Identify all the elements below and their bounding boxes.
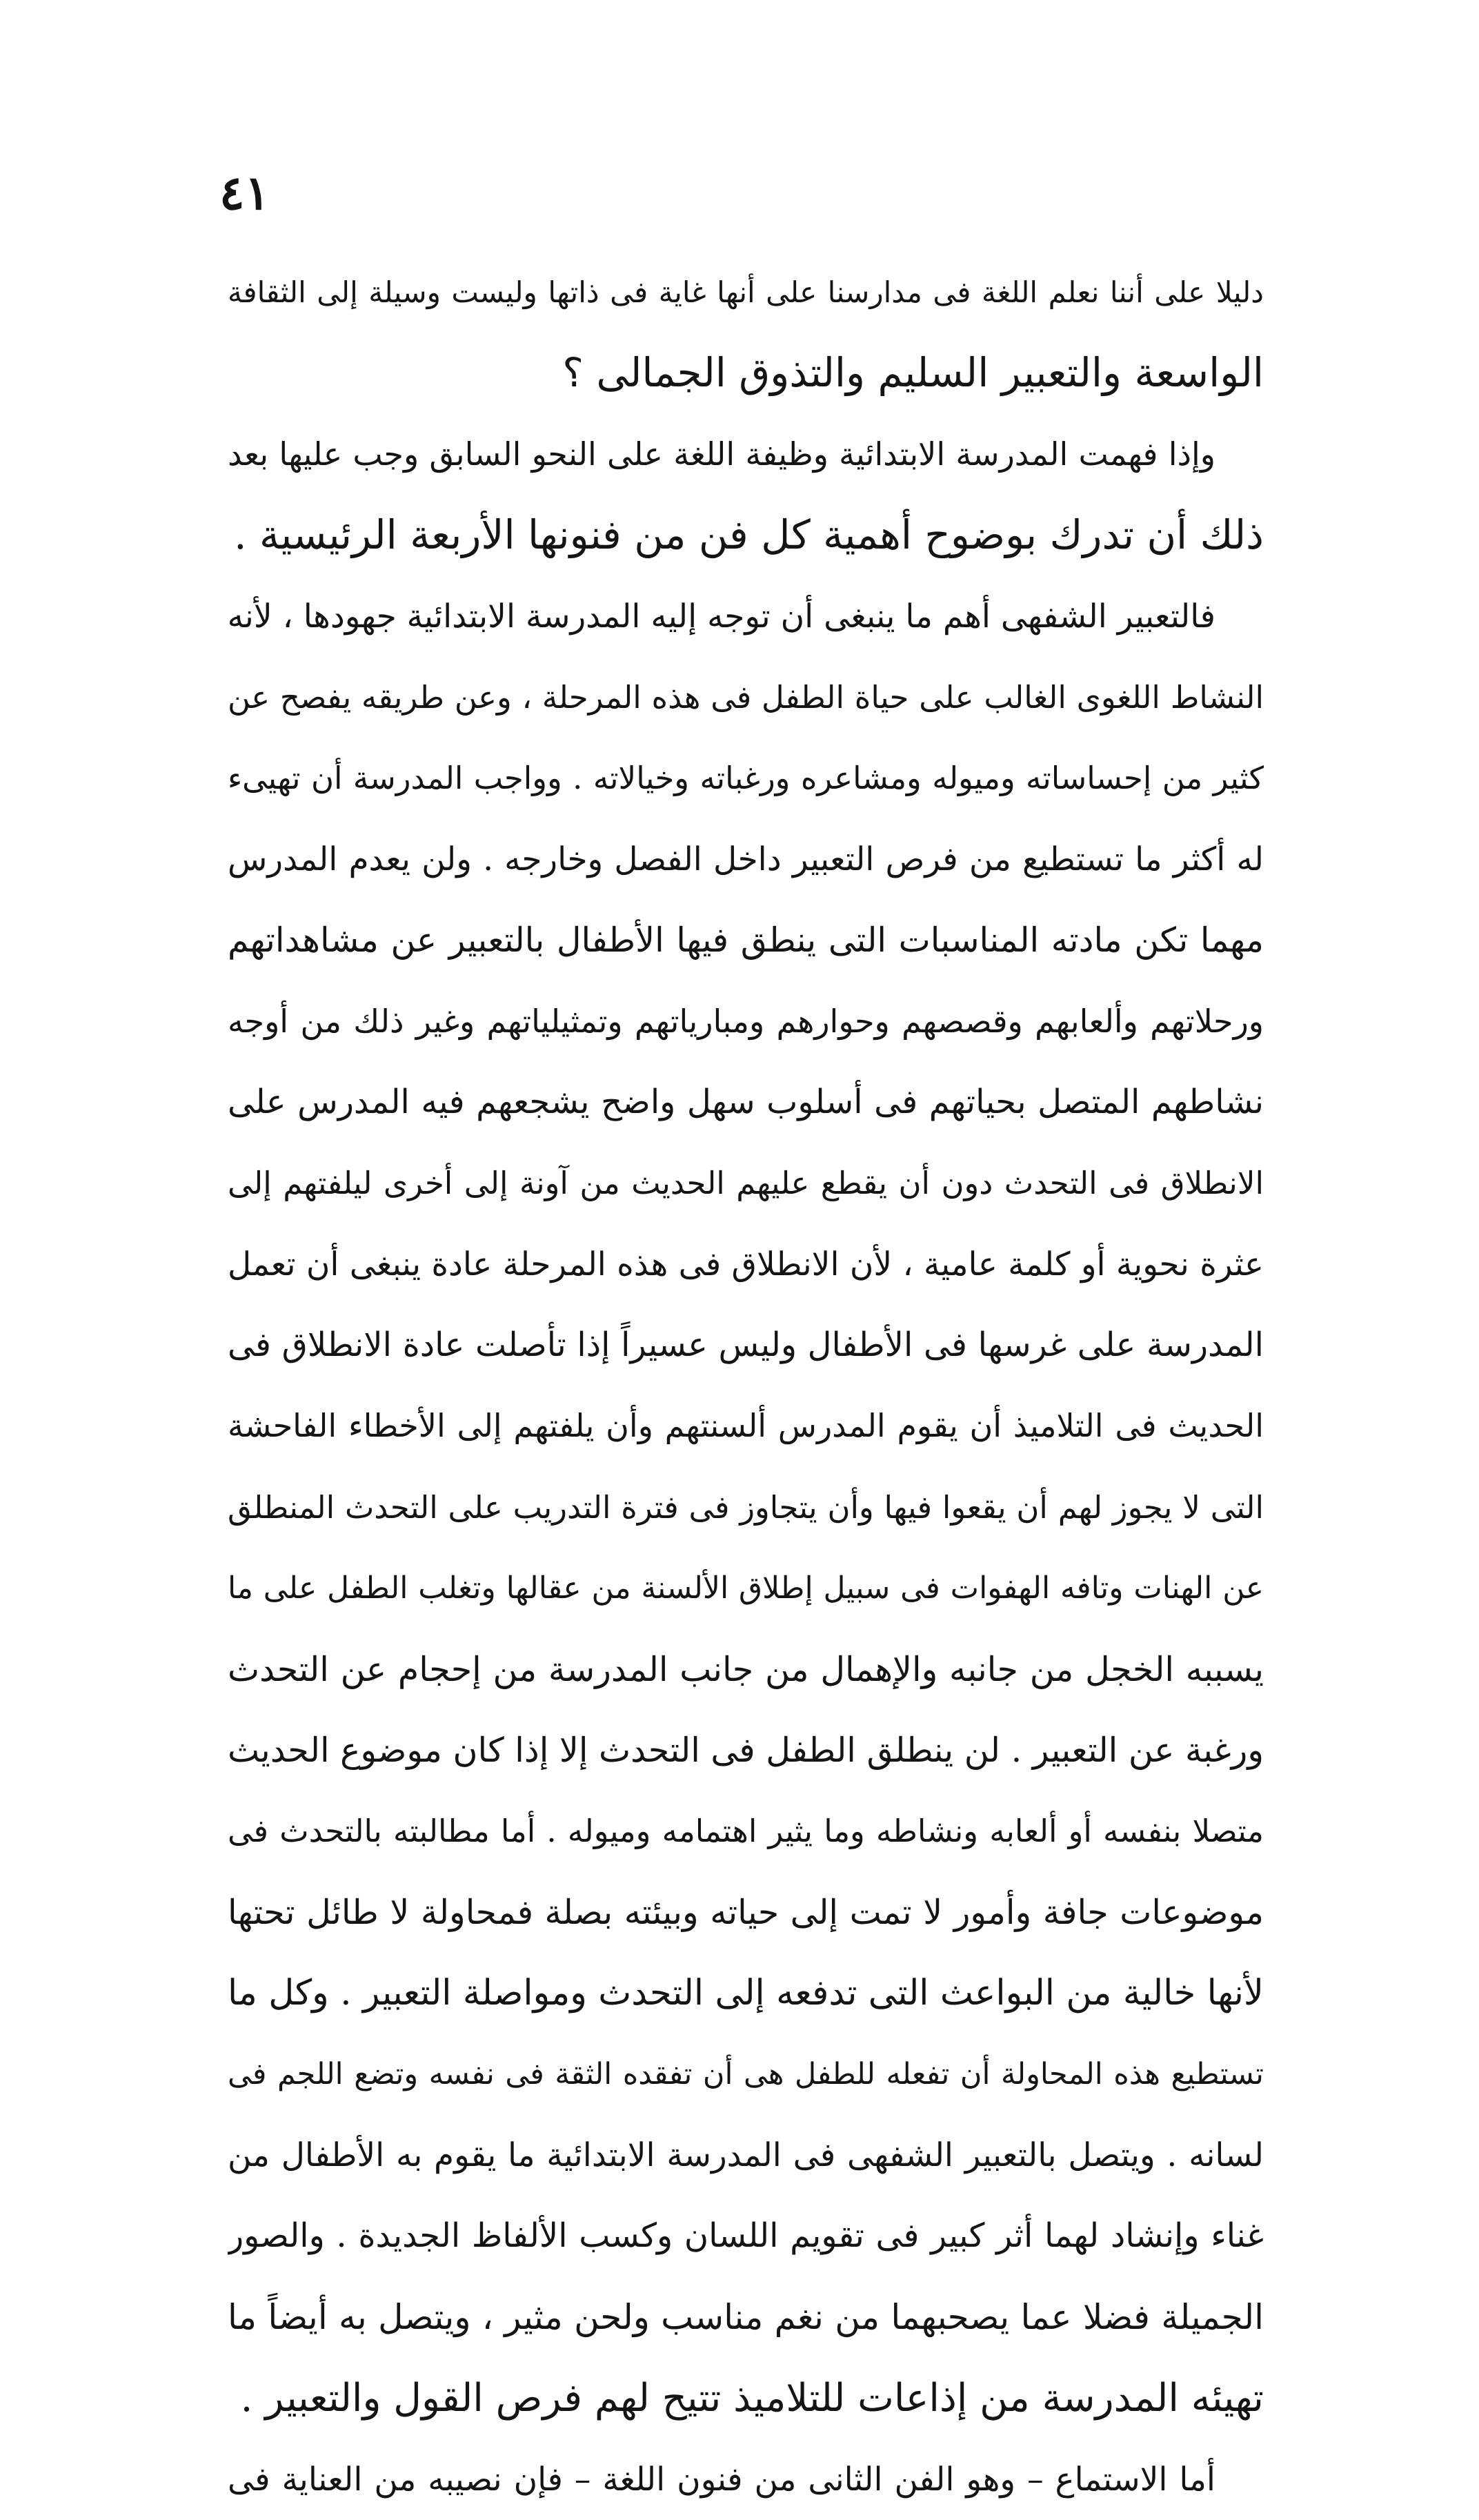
text-line: عثرة نحوية أو كلمة عامية ، لأن الانطلاق فى هذه المرحلة عادة ينبغى أن تعمل [228,1245,1264,1283]
text-line: لسانه . ويتصل بالتعبير الشفهى فى المدرسة الابتدائية ما يقوم به الأطفال من [228,2136,1264,2174]
text-line: مهما تكن مادته المناسبات التى ينطق فيها الأطفال بالتعبير عن مشاهداتهم [228,921,1264,961]
text-line: أما الاستماع – وهو الفن الثانى من فنون اللغة – فإن نصيبه من العناية فى [228,2460,1215,2499]
text-line: موضوعات جافة وأمور لا تمت إلى حياته وبيئته بصلة فمحاولة لا طائل تحتها [228,1892,1264,1932]
text-line: لأنها خالية من البواعث التى تدفعه إلى التحدث ومواصلة التعبير . وكل ما [228,1973,1264,2014]
text-line: التى لا يجوز لهم أن يقعوا فيها وأن يتجاوز فى فترة التدريب على التحدث المنطلق [228,1488,1264,1526]
text-line: الانطلاق فى التحدث دون أن يقطع عليهم الحديث من آونة إلى أخرى ليلفتهم إلى [228,1165,1264,1202]
text-line: ورغبة عن التعبير . لن ينطلق الطفل فى التحدث إلا إذا كان موضوع الحديث [228,1731,1264,1771]
text-line: نشاطهم المتصل بحياتهم فى أسلوب سهل واضح يشجعهم فيه المدرس على [228,1082,1264,1121]
text-line: تستطيع هذه المحاولة أن تفعله للطفل هى أن تفقده الثقة فى نفسه وتضع اللجم فى [228,2056,1264,2091]
text-line: الجميلة فضلا عما يصحبهما من نغم مناسب ولحن مثير ، ويتصل به أيضاً ما [228,2296,1264,2337]
text-line: غناء وإنشاد لهما أثر كبير فى تقويم اللسان وكسب الألفاظ الجديدة . والصور [228,2216,1264,2256]
text-line: عن الهنات وتافه الهفوات فى سبيل إطلاق الألسنة من عقالها وتغلب الطفل على ما [228,1571,1264,1606]
page-number: ٤١ [219,166,270,221]
text-line: وإذا فهمت المدرسة الابتدائية وظيفة اللغة على النحو السابق وجب عليها بعد [228,435,1215,473]
text-line: متصلا بنفسه أو ألعابه ونشاطه وما يثير اهتمامه وميوله . أما مطالبته بالتحدث فى [228,1813,1264,1850]
text-line: الواسعة والتعبير السليم والتذوق الجمالى ؟ [562,349,1264,397]
text-line: دليلا على أننا نعلم اللغة فى مدارسنا على أنها غاية فى ذاتها وليست وسيلة إلى الثقافة [228,275,1264,309]
text-line: النشاط اللغوى الغالب على حياة الطفل فى هذه المرحلة ، وعن طريقه يفصح عن [228,678,1264,716]
text-line: فالتعبير الشفهى أهم ما ينبغى أن توجه إليه المدرسة الابتدائية جهودها ، لأنه [228,597,1215,636]
body-text [228,252,1264,2520]
text-line: كثير من إحساساته وميوله ومشاعره ورغباته وخيالاته . وواجب المدرسة أن تهيىء [228,760,1264,797]
text-line: تهيئه المدرسة من إذاعات للتلاميذ تتيح لهم فرص القول والتعبير . [240,2376,1264,2421]
text-line: الحديث فى التلاميذ أن يقوم المدرس ألسنتهم وأن يلفتهم إلى الأخطاء الفاحشة [228,1407,1264,1445]
text-line: له أكثر ما تستطيع من فرص التعبير داخل الفصل وخارجه . ولن يعدم المدرس [228,840,1264,878]
text-line: المدرسة على غرسها فى الأطفال وليس عسيراً إذا تأصلت عادة الانطلاق فى [228,1326,1264,1365]
text-line: يسببه الخجل من جانبه والإهمال من جانب المدرسة من إحجام عن التحدث [228,1649,1264,1689]
text-line: ذلك أن تدرك بوضوح أهمية كل فن من فنونها الأربعة الرئيسية . [234,511,1264,559]
text-line: ورحلاتهم وألعابهم وقصصهم وحوارهم ومبارياتهم وتمثيلياتهم وغير ذلك من أوجه [228,1002,1264,1040]
